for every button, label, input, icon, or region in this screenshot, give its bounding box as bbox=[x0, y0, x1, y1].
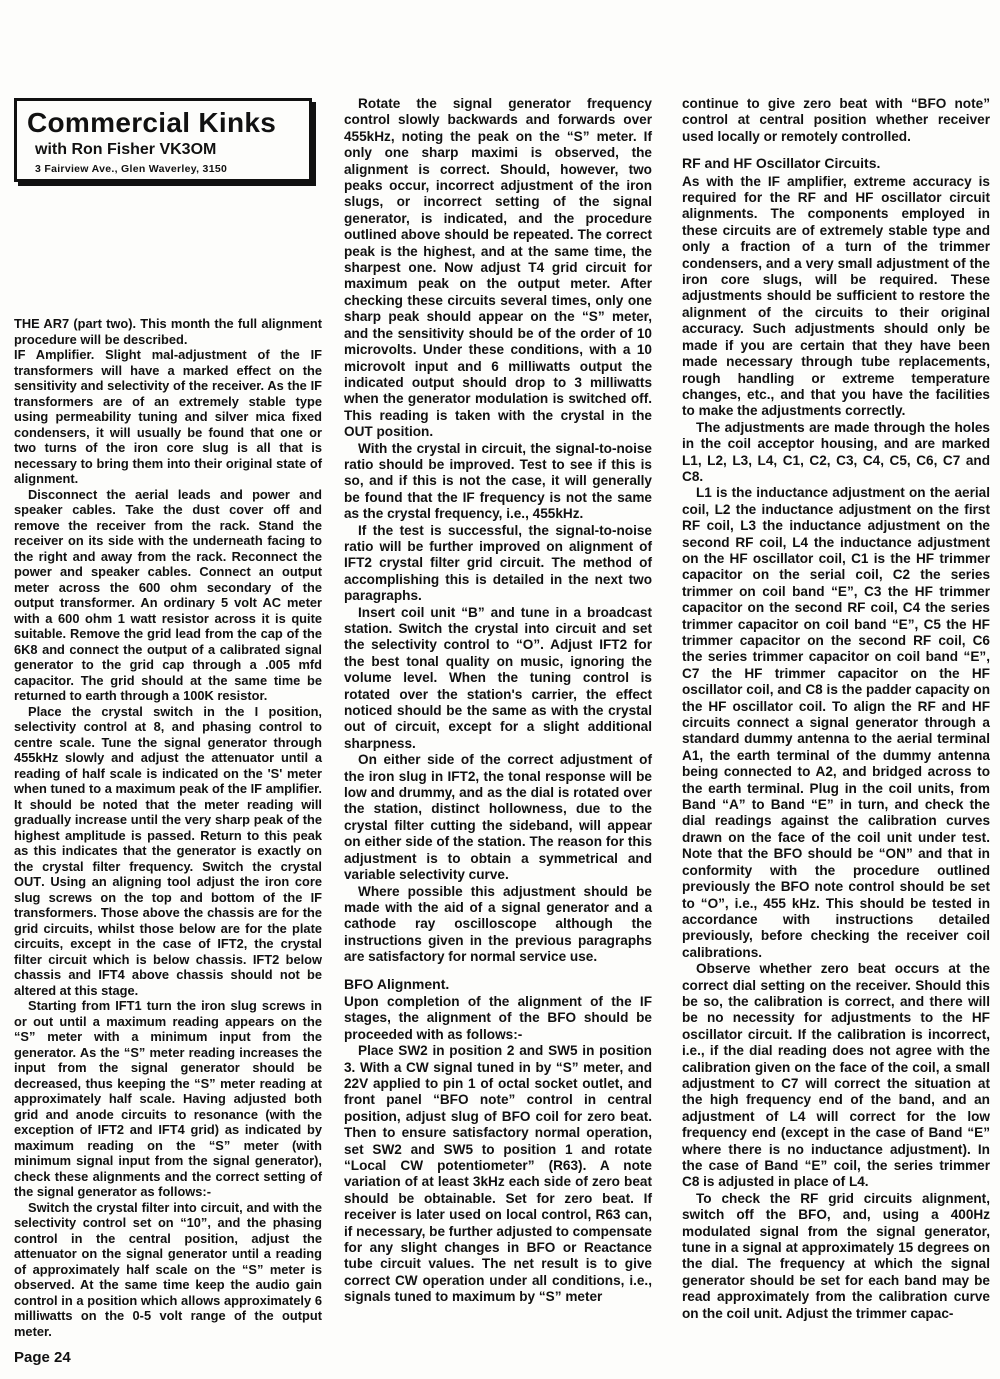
section-heading: BFO Alignment. bbox=[344, 975, 450, 992]
paragraph: Place SW2 in position 2 and SW5 in position 3. With a CW signal tuned in by “S” meter, and 22V applied to pin 1 of octal socket outlet, and front panel “BFO note” control in central position, adjust slug of BFO coil for zero beat. Then to ensure satisfactory normal operation, set SW2 and SW5 to position 1 and rotate “Local CW potentiometer” (R63). A note variation of at least 3kHz each side of zero beat should be obtainable. Set for zero beat. If receiver is later used on local control, R63 can, if necessary, be further adjusted to compensate for any slight changes in BFO or Reactance tube circuit values. The net result is to give correct CW operation under all conditions, i.e., signals tuned to maximum by “S” meter bbox=[344, 1043, 652, 1305]
column-3 bbox=[682, 96, 990, 1322]
paragraph bbox=[14, 316, 322, 347]
column-2 bbox=[344, 96, 652, 1306]
page-number: Page 24 bbox=[14, 1349, 71, 1366]
paragraph: With the crystal in circuit, the signal-to-noise ratio should be improved. Test to see if this is so, and if this is not the case, it will generally be found that the IF frequency is not the same as the crystal frequency, i.e., 455kHz. bbox=[344, 440, 652, 522]
paragraph: If the test is successful, the signal-to-noise ratio will be further improved on alignment of IFT2 crystal filter grid circuit. The method of accomplishing this is detailed in the next two paragraphs. bbox=[344, 522, 652, 604]
section-lead: IF Amplifier. bbox=[14, 347, 95, 362]
paragraph-text: Rotate the signal generator frequency control slowly backwards and forwards over 455kHz, noting the peak on the “S” meter. If only one sharp maximi is observed, the alignment is correct. Should, however, two peaks occur, incorrect adjustment of the iron slugs, or incorrect setting of the signal generator, is indicated, and the procedure outlined above should be repeated. The correct peak is the highest, and at the same time, the sharpest one. Now adjust T4 grid circuit for maximum peak on the output meter. After checking these circuits several times, only one sharp peak should appear on the “S” meter, and the sensitivity should be of the order of 10 microvolts. Under these conditions, with a 10 microvolt input and 6 milliwatts output the indicated output should drop to 3 milliwatts when the generator modulation is switched off. This reading is taken with the crystal in the bbox=[344, 96, 652, 423]
column-title: Commercial Kinks bbox=[27, 107, 277, 138]
paragraph-text: Place the crystal switch in the I position, selectivity control at 8, and phasing control to centre scale. Tune the signal generator through 455kHz slowly and adjust the attenuator until a reading of half scale is indicated on the 'S' meter when tuned to a maximum peak of the IF amplifier. It should be noted that the meter reading will gradually increase until the very sharp peak of the highest amplitude is passed. Return to this peak as this indicates that the generator is exactly on the crystal filter frequency. Switch the crystal bbox=[14, 703, 322, 874]
paragraph: continue to give zero beat with “BFO note” control at central position whether receiver used locally or remotely controlled. bbox=[682, 96, 990, 144]
paragraph-text: . Using an aligning tool adjust the iron core slug screws on the top and bottom of the IF transformers. Those above the chassis are for the grid circuits, whilst those below are for the plate circuits, except in the case of IFT2, the crystal filter circuit which is below chassis. IFT2 below chassis and IFT4 above chassis should not be altered at this stage. bbox=[14, 874, 322, 998]
section-lead: THE AR7 (part two). bbox=[14, 316, 137, 331]
paragraph: Disconnect the aerial leads and power and speaker cables. Take the dust cover off and remove the receiver from the rack. Stand the receiver on its side with the underneath facing to the right and away from the rack. Reconnect the power and speaker cables. Connect an output meter across the 600 ohm secondary of the output transformer. An ordinary 5 volt AC meter with a 600 ohm 1 watt resistor across it is quite suitable. Remove the grid lead from the cap of the 6K8 and connect the output of a calibrated signal generator to the grid cap through a .005 mfd capacitor. The grid should at the same time be returned to earth through a 100K resistor. bbox=[14, 486, 322, 703]
paragraph: Insert coil unit “B” and tune in a broadcast station. Switch the crystal into circuit and set the selectivity control to “O”. Adjust IFT2 for the best tonal quality on music, ignoring the volume level. When the tuning control is rotated over the station's carrier, the effect noticed should be the same as with the crystal out of circuit, except for a slight additional sharpness. bbox=[344, 604, 652, 751]
emphasis: OUT bbox=[14, 874, 42, 889]
emphasis: OUT bbox=[344, 424, 373, 440]
paragraph: Where possible this adjustment should be made with the aid of a signal generator and a cathode ray oscilloscope although the instructions given in the previous paragraphs are satisfactory for normal service use. bbox=[344, 883, 652, 965]
paragraph bbox=[344, 96, 652, 441]
column-header-box bbox=[14, 98, 312, 182]
paragraph: Switch the crystal filter into circuit, and with the selectivity control set on “10”, and the phasing control in the central position, adjust the attenuator on the signal generator until a reading of approximately half scale on the “S” meter is observed. At the same time keep the audio gain control in a position which allows approximately 6 milliwatts on the 0-5 volt range of the output meter. bbox=[14, 1199, 322, 1339]
paragraph bbox=[14, 704, 322, 999]
section-heading: RF and HF Oscillator Circuits. bbox=[682, 155, 881, 172]
paragraph: Upon completion of the alignment of the IF stages, the alignment of the BFO should be proceeded with as follows:- bbox=[344, 993, 652, 1042]
paragraph: Observe whether zero beat occurs at the correct dial setting on the receiver. Should this be so, the calibration is correct, and there will be no necessity for adjustments to the HF oscillator circuit. If the calibration is incorrect, i.e., if the dial reading does not agree with the calibration given on the face of the coil, a small adjustment to C7 will correct the situation at the high frequency end of the band, and an adjustment of L4 will correct for the low frequency end (except in the case of Band “E” where there is no inductance adjustment). In the case of Band “E” coil, the series trimmer C8 is adjusted in place of L4. bbox=[682, 961, 990, 1190]
paragraph: The adjustments are made through the holes in the coil acceptor housing, and are marked L1, L2, L3, L4, C1, C2, C3, C4, C5, C6, C7 and C8. bbox=[682, 419, 990, 484]
paragraph-text: Slight mal-adjustment of the IF transformers will have a marked effect on the sensitivity and selectivity of the receiver. As the IF transformers are of an extremely stable type using permeability tuning and silver mica fixed condensers, it will usually be found that one or two turns of the iron core slug is all that is necessary to bring them into their original state of alignment. bbox=[14, 347, 323, 486]
paragraph bbox=[14, 347, 322, 487]
paragraph: On either side of the correct adjustment of the iron slug in IFT2, the tonal response will be low and drummy, and as the dial is rotated over the station, distinct hollowness, due to the crystal filter cutting the sideband, will appear on either side of the station. The reason for this adjustment is to obtain a symmetrical and variable selectivity curve. bbox=[344, 752, 652, 883]
column-1 bbox=[14, 316, 322, 1339]
paragraph-text: position. bbox=[372, 424, 434, 440]
author-address: 3 Fairview Ave., Glen Waverley, 3150 bbox=[35, 163, 228, 175]
paragraph: As with the IF amplifier, extreme accuracy is required for the RF and HF oscillator circuit alignments. The components employed in these circuits are of extremely stable type and only a fraction of a turn of the trimmer condensers, and a very small adjustment of the iron core slugs, will be required. These adjustments should be sufficient to restore the alignment of the circuits to their original accuracy. Such adjustments should only be made if you are certain that they have been made necessary through tube replacements, rough handling or extreme temperature changes, etc., and that you have the facilities to make the adjustments correctly. bbox=[682, 173, 990, 419]
paragraph: Starting from IFT1 turn the iron slug screws in or out until a maximum reading appears on the “S” meter with a minimum input from the generator. As the “S” meter reading increases the input from the signal generator should be decreased, thus keeping the “S” meter reading at approximately half scale. Having adjusted both grid and anode circuits to resonance (with the exception of IFT2 and IFT4 grid) as indicated by maximum reading on the “S” meter (with minimum signal input from the signal generator), check these alignments and the correct setting of the signal generator as follows:- bbox=[14, 998, 322, 1199]
paragraph-text: This month the full alignment procedure will be described. bbox=[14, 316, 322, 347]
paragraph: L1 is the inductance adjustment on the aerial coil, L2 the inductance adjustment on the first RF coil, L3 the inductance adjustment on the second RF coil, L4 the inductance adjustment on the HF oscillator coil, C1 is the HF trimmer capacitor on the serial coil, C2 the series trimmer on coil band “E”, C3 the HF trimmer capacitor on the second RF coil, C4 the series trimmer capacitor on coil band “E”, C5 the HF trimmer capacitor on the second RF coil, C6 the series trimmer capacitor on coil band “E”, C7 the HF trimmer capacitor on the HF oscillator coil, and C8 is the padder capacity on the HF oscillator coil. To align the RF and HF circuits connect a signal generator through a standard dummy antenna to the aerial terminal A1, the earth terminal of the dummy antenna being connected to A2, and bridged across to the earth terminal. Plug in the coil units, from Band “A” to Band “E” in turn, and check the dial readings against the calibration curves drawn on the face of the coil unit under test. Note that the BFO should be “ON” and that in conformity with the procedure outlined previously the BFO note control should be set to “O”, i.e., 455 kHz. This should be tested in accordance with instructions detailed previously, before checking the receiver coil calibrations. bbox=[682, 485, 990, 960]
column-author: with Ron Fisher VK3OM bbox=[35, 141, 217, 158]
paragraph: To check the RF grid circuits alignment, switch off the BFO, and, using a 400Hz modulated signal from the signal generator, tune in a signal at approximately 15 degrees on the dial. The frequency at which the signal generator should be set for each band may be read approximately from the calibration curve on the coil unit. Adjust the trimmer capac- bbox=[682, 1190, 990, 1321]
